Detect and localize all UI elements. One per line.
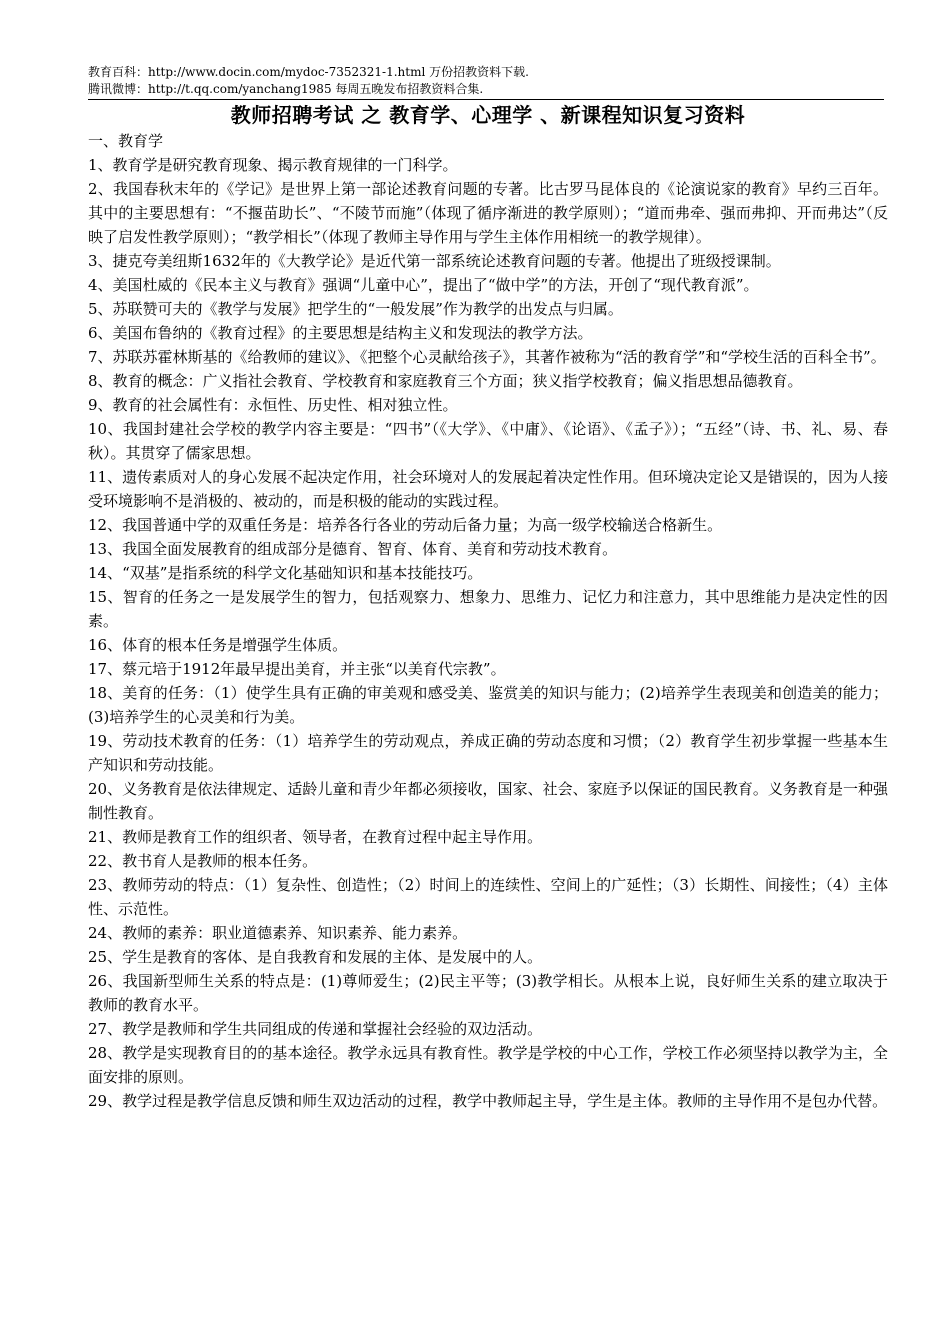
list-item: 1、教育学是研究教育现象、揭示教育规律的一门科学。 [88, 156, 458, 174]
list-item: 14、“双基”是指系统的科学文化基础知识和基本技能技巧。 [88, 564, 483, 582]
list-item: 16、体育的根本任务是增强学生体质。 [88, 636, 348, 654]
list-item: 8、教育的概念：广义指社会教育、学校教育和家庭教育三个方面；狭义指学校教育；偏义指思想品德教育。 [88, 372, 803, 390]
list-item: 7、苏联苏霍林斯基的《给教师的建议》、《把整个心灵献给孩子》，其著作被称为“活的教育学”和“学校生活的百科全书”。 [88, 348, 886, 366]
list-item: 9、教育的社会属性有：永恒性、历史性、相对独立性。 [88, 396, 458, 414]
list-item: 26、我国新型师生关系的特点是：(1)尊师爱生；(2)民主平等；(3)教学相长。从根本上说，良好师生关系的建立取决于教师的教育水平。 [88, 972, 888, 1014]
list-item: 28、教学是实现教育目的的基本途径。教学永远具有教育性。教学是学校的中心工作，学校工作必须坚持以教学为主，全面安排的原则。 [88, 1044, 888, 1086]
list-item: 21、教师是教育工作的组织者、领导者，在教育过程中起主导作用。 [88, 828, 543, 846]
list-item: 27、教学是教师和学生共同组成的传递和掌握社会经验的双边活动。 [88, 1020, 543, 1038]
list-item: 19、劳动技术教育的任务：（1）培养学生的劳动观点，养成正确的劳动态度和习惯；（2）教育学生初步掌握一些基本生产知识和劳动技能。 [88, 732, 888, 774]
list-item: 17、蔡元培于1912年最早提出美育，并主张“以美育代宗教”。 [88, 660, 506, 678]
list-item: 29、教学过程是教学信息反馈和师生双边活动的过程，教学中教师起主导，学生是主体。教师的主导作用不是包办代替。 [88, 1092, 888, 1110]
list-item: 10、我国封建社会学校的教学内容主要是：“四书”（《大学》、《中庸》、《论语》、《孟子》）；“五经”（诗、书、礼、易、春秋）。其贯穿了儒家思想。 [88, 420, 888, 462]
list-item: 4、美国杜威的《民本主义与教育》强调“儿童中心”，提出了“做中学”的方法，开创了“现代教育派”。 [88, 276, 759, 294]
document-title: 教师招聘考试 之 教育学、心理学 、新课程知识复习资料 [230, 103, 746, 127]
section-heading: 一、教育学 [88, 132, 164, 150]
list-item: 12、我国普通中学的双重任务是：培养各行各业的劳动后备力量；为高一级学校输送合格新生。 [88, 516, 723, 534]
list-item: 2、我国春秋末年的《学记》是世界上第一部论述教育问题的专著。比古罗马昆体良的《论演说家的教育》早约三百年。其中的主要思想有：“不揠苗助长”、“不陵节而施”（体现了循序渐进的教学原则）；“道而弗牵、强而弗抑、开而弗达”（反映了启发性教学原则）；“教学相长”（体现了教师主导作用与学生主体作用相统一的教学规律）。 [88, 180, 888, 246]
list-item: 18、美育的任务：（1）使学生具有正确的审美观和感受美、鉴赏美的知识与能力；(2)培养学生表现美和创造美的能力；(3)培养学生的心灵美和行为美。 [88, 684, 888, 726]
header-line-weibo: 腾讯微博：http://t.qq.com/yanchang1985 每周五晚发布招教资料合集. [88, 82, 484, 96]
list-item: 23、教师劳动的特点：（1）复杂性、创造性；（2）时间上的连续性、空间上的广延性；（3）长期性、间接性；（4）主体性、示范性。 [88, 876, 888, 918]
header-divider [88, 99, 884, 100]
document-page [88, 64, 888, 1113]
header-line-docin: 教育百科：http://www.docin.com/mydoc-7352321-1.html 万份招教资料下载. [88, 65, 529, 79]
list-item: 15、智育的任务之一是发展学生的智力，包括观察力、想象力、思维力、记忆力和注意力，其中思维能力是决定性的因素。 [88, 588, 888, 630]
list-item: 11、遗传素质对人的身心发展不起决定作用，社会环境对人的发展起着决定性作用。但环境决定论又是错误的，因为人接受环境影响不是消极的、被动的，而是积极的能动的实践过程。 [88, 468, 888, 510]
list-item: 24、教师的素养：职业道德素养、知识素养、能力素养。 [88, 924, 468, 942]
list-item: 6、美国布鲁纳的《教育过程》的主要思想是结构主义和发现法的教学方法。 [88, 324, 593, 342]
list-item: 5、苏联赞可夫的《教学与发展》把学生的“一般发展”作为教学的出发点与归属。 [88, 300, 623, 318]
item-list [88, 153, 888, 1113]
list-item: 13、我国全面发展教育的组成部分是德育、智育、体育、美育和劳动技术教育。 [88, 540, 618, 558]
list-item: 20、义务教育是依法律规定、适龄儿童和青少年都必须接收，国家、社会、家庭予以保证的国民教育。义务教育是一种强制性教育。 [88, 780, 888, 822]
list-item: 25、学生是教育的客体、是自我教育和发展的主体、是发展中的人。 [88, 948, 543, 966]
list-item: 3、捷克夸美纽斯1632年的《大教学论》是近代第一部系统论述教育问题的专著。他提出了班级授课制。 [88, 252, 781, 270]
list-item: 22、教书育人是教师的根本任务。 [88, 852, 318, 870]
